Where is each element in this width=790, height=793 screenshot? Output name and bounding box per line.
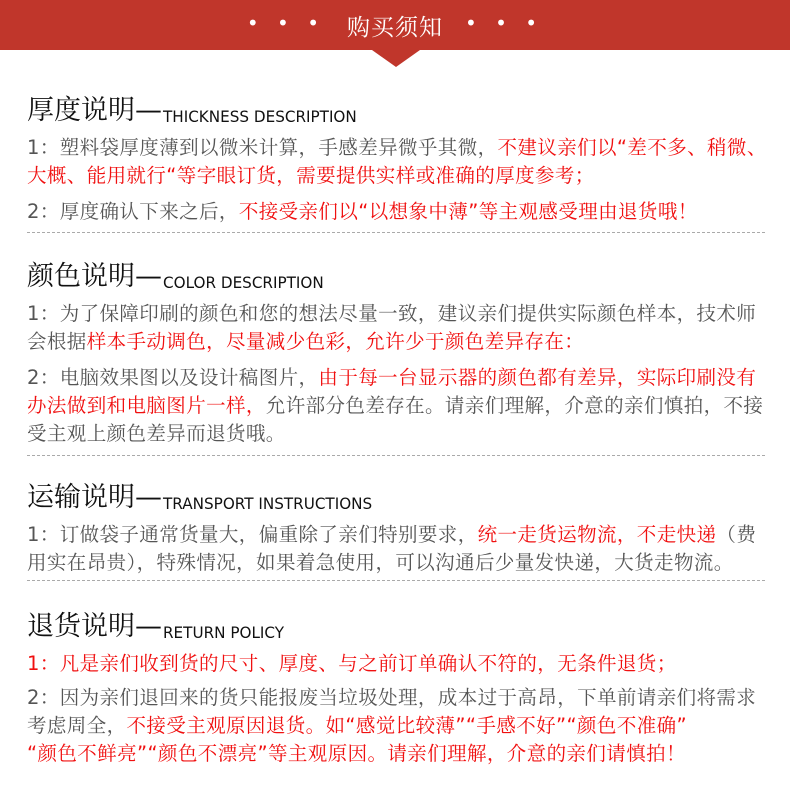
body-text: 允许部分色差存在。请亲们理解，介意的亲们慎拍，不接 [265,394,764,417]
paragraph [27,300,767,356]
decorative-dots-left: • • • [246,11,325,35]
section-title [27,608,767,644]
section-title [27,258,767,294]
paragraph [27,650,767,678]
section-title-en: THICKNESS DESCRIPTION [163,107,357,126]
text-line [27,549,767,577]
section-title-cn: 颜色说明— [27,261,162,292]
text-line [27,684,767,712]
highlighted-text: 不建议亲们以“差不多、稍微、 [497,136,767,159]
highlighted-text: 办法做到和电脑图片一样， [27,394,266,417]
section-transport [27,479,767,577]
text-line [27,392,767,420]
text-line [27,300,767,328]
body-text: 2：因为亲们退回来的货只能报废当垃圾处理，成本过于高昂，下单前请亲们将需求 [27,686,757,709]
section-title-cn: 退货说明— [27,611,162,642]
body-text: 2：电脑效果图以及设计稿图片， [27,366,319,389]
section-title-en: TRANSPORT INSTRUCTIONS [163,494,373,513]
paragraph [27,684,767,768]
highlighted-text: 不接受亲们以“以想象中薄” [238,200,479,223]
decorative-dots-right: • • • [465,11,544,35]
body-text: 会根据 [27,330,87,353]
section-title-cn: 运输说明— [27,482,162,513]
text-line [27,521,767,549]
body-text: 1：塑料袋厚度薄到以微米计算，手感差异微乎其微， [27,136,498,159]
text-line [27,650,767,678]
text-line [27,162,767,190]
body-text: 用实在昂贵），特殊情况，如果着急使用，可以沟通后少量发快递，大货走物流。 [27,551,734,574]
section-title-cn: 厚度说明— [27,95,162,126]
section-title-en: COLOR DESCRIPTION [163,273,324,292]
section-title [27,479,767,515]
section-return [27,608,767,768]
purchase-notice-banner [0,0,790,50]
paragraph [27,364,767,448]
text-line [27,134,767,162]
paragraph [27,134,767,190]
banner-pointer-triangle [372,50,420,67]
text-line [27,420,767,448]
highlighted-text: 统一走货运物流，不走快递 [477,523,717,546]
paragraph [27,198,767,226]
section-color [27,258,767,448]
body-text: （费 [716,523,757,546]
body-text: 受主观上颜色差异而退货哦。 [27,422,286,445]
body-text: 1：为了保障印刷的颜色和您的想法尽量一致，建议亲们提供实际颜色样本，技术师 [27,302,757,325]
highlighted-text: “颜色不鲜亮”“颜色不漂亮”等主观原因。请亲们理解，介意的亲们请慎拍！ [27,742,686,765]
highlighted-text: 由于每一台显示器的颜色都有差异，实际印刷没有 [318,366,757,389]
section-thickness [27,92,767,226]
dashed-divider [27,232,765,233]
highlighted-text: 等主观感受理由退货哦！ [478,200,698,223]
dashed-divider [27,455,765,456]
highlighted-text: 大概、能用就行“等字眼订货，需要提供实样或准确的厚度参考； [27,164,595,187]
section-title-en: RETURN POLICY [163,623,285,642]
highlighted-text: 不接受主观原因退货。如“感觉比较薄”“手感不好”“颜色不准确” [126,714,688,737]
body-text: 考虑周全， [27,714,127,737]
text-line [27,328,767,356]
highlighted-text: 样本手动调色，尽量减少色彩，允许少于颜色差异存在： [86,330,585,353]
banner-title: 购买须知 [347,14,443,41]
body-text: 2：厚度确认下来之后， [27,200,239,223]
section-title [27,92,767,128]
text-line [27,712,767,740]
text-line [27,198,767,226]
highlighted-text: 1：凡是亲们收到货的尺寸、厚度、与之前订单确认不符的，无条件退货； [27,652,677,675]
text-line [27,740,767,768]
paragraph [27,521,767,577]
dashed-divider [27,580,765,581]
body-text: 1：订做袋子通常货量大，偏重除了亲们特别要求， [27,523,478,546]
text-line [27,364,767,392]
